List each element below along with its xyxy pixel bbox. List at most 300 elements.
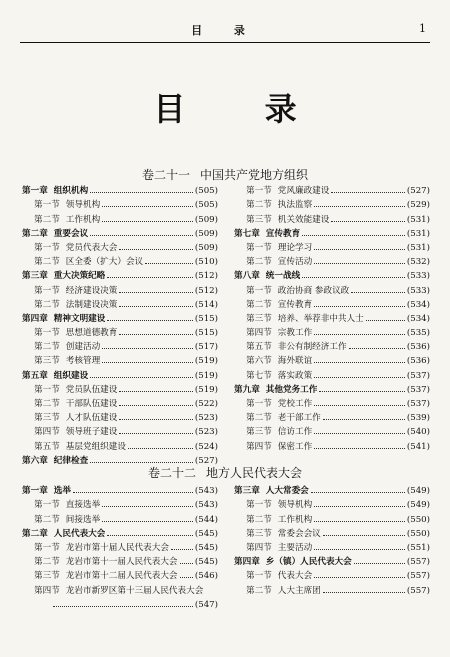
toc-label bbox=[246, 397, 312, 409]
toc-entry-title: 落实政策 bbox=[277, 370, 313, 381]
volume-name: 中国共产党地方组织 bbox=[200, 168, 309, 182]
toc-page-number: (519) bbox=[194, 384, 218, 395]
toc-section-entry[interactable] bbox=[22, 239, 218, 253]
dot-leader bbox=[128, 448, 193, 449]
toc-page-number: (545) bbox=[194, 542, 218, 553]
toc-entry-number: 第一节 bbox=[246, 571, 272, 582]
toc-section-entry[interactable] bbox=[234, 395, 430, 409]
toc-page-number: (536) bbox=[406, 356, 430, 367]
toc-label bbox=[234, 269, 300, 281]
toc-page-number: (533) bbox=[406, 271, 430, 282]
toc-column-right bbox=[234, 482, 430, 596]
dot-leader bbox=[119, 306, 193, 307]
toc-entry-number: 第三节 bbox=[246, 427, 272, 438]
toc-page-number: (537) bbox=[406, 399, 430, 409]
toc-page-number: (541) bbox=[406, 441, 430, 452]
toc-page-number: (545) bbox=[194, 528, 218, 539]
toc-entry-number: 第一节 bbox=[34, 500, 60, 511]
toc-entry-title: 党员队伍建设 bbox=[65, 384, 118, 395]
toc-section-entry[interactable] bbox=[234, 338, 430, 352]
running-header bbox=[20, 20, 430, 43]
dot-leader bbox=[102, 506, 193, 507]
toc-entry-number: 第五节 bbox=[34, 441, 60, 452]
toc-label bbox=[34, 340, 100, 352]
toc-page-number: (529) bbox=[406, 200, 430, 211]
toc-label bbox=[234, 484, 309, 496]
toc-page-number: (550) bbox=[406, 514, 430, 525]
dot-leader bbox=[102, 221, 193, 222]
toc-section-entry[interactable] bbox=[234, 352, 430, 366]
toc-page-number: (531) bbox=[406, 242, 430, 253]
toc-section-entry[interactable] bbox=[22, 253, 218, 267]
toc-entry-number: 第二节 bbox=[246, 514, 272, 525]
dot-leader bbox=[314, 206, 405, 207]
toc-section-entry[interactable] bbox=[234, 210, 430, 224]
toc-entry-number: 第二节 bbox=[34, 399, 60, 409]
toc-page-number: (543) bbox=[194, 500, 218, 511]
toc-section-entry[interactable] bbox=[234, 409, 430, 423]
toc-entry-title: 龙岩市第十一届人民代表大会 bbox=[65, 557, 178, 568]
toc-entry-number: 第二节 bbox=[34, 257, 60, 268]
toc-label bbox=[34, 298, 117, 310]
toc-entry-title: 考核管理 bbox=[65, 356, 101, 367]
toc-label bbox=[246, 198, 312, 210]
toc-column-right bbox=[234, 182, 430, 452]
toc-section-entry[interactable] bbox=[22, 581, 218, 595]
toc-label bbox=[22, 484, 71, 496]
toc-label bbox=[34, 425, 117, 437]
toc-page-number: (532) bbox=[406, 257, 430, 268]
toc-entry-title: 组织建设 bbox=[53, 370, 89, 381]
running-title: 目 录 bbox=[191, 24, 259, 37]
toc-page-number: (546) bbox=[194, 571, 218, 582]
toc-entry-number: 第六章 bbox=[22, 455, 48, 466]
toc-entry-number: 第一章 bbox=[22, 186, 48, 197]
toc-section-entry[interactable] bbox=[22, 510, 218, 524]
toc-label bbox=[34, 255, 143, 267]
toc-entry-title: 龙岩市新罗区第十三届人民代表大会 bbox=[65, 585, 204, 596]
toc-page-number: (535) bbox=[406, 328, 430, 339]
toc-entry-title: 宣传活动 bbox=[277, 257, 313, 268]
toc-entry-number: 第四节 bbox=[34, 585, 60, 596]
toc-page-number: (505) bbox=[194, 200, 218, 211]
toc-entry-title: 老干部工作 bbox=[277, 413, 321, 424]
toc-label bbox=[246, 312, 364, 324]
toc-entry-number: 第四章 bbox=[234, 557, 260, 568]
dot-leader bbox=[119, 292, 193, 293]
toc-entry-number: 第一节 bbox=[246, 242, 272, 253]
toc-section-entry[interactable] bbox=[22, 423, 218, 437]
toc-entry-title: 龙岩市第十届人民代表大会 bbox=[65, 542, 169, 553]
dot-leader bbox=[102, 521, 193, 522]
toc-entry-number: 第三章 bbox=[22, 271, 48, 282]
toc-page-number: (523) bbox=[194, 413, 218, 424]
toc-section-entry[interactable] bbox=[22, 567, 218, 581]
toc-page-number: (545) bbox=[194, 557, 218, 568]
toc-entry-number: 第一节 bbox=[246, 399, 272, 409]
toc-chapter-entry[interactable] bbox=[22, 310, 218, 324]
toc-entry-number: 第四节 bbox=[34, 427, 60, 438]
toc-page-number: (537) bbox=[406, 384, 430, 395]
toc-section-entry[interactable] bbox=[234, 423, 430, 437]
toc-entry-title: 思想道德教育 bbox=[65, 328, 118, 339]
dot-leader bbox=[323, 592, 405, 593]
toc-entry-title: 间接选举 bbox=[65, 514, 101, 525]
toc-section-entry[interactable] bbox=[234, 310, 430, 324]
toc-entry-title: 乡（镇）人民代表大会 bbox=[265, 557, 352, 568]
toc-label bbox=[246, 569, 312, 581]
toc-entry-number: 第三节 bbox=[34, 413, 60, 424]
toc-chapter-entry[interactable] bbox=[22, 225, 218, 239]
toc-entry-title: 选举 bbox=[53, 486, 71, 497]
toc-section-entry[interactable] bbox=[234, 539, 430, 553]
toc-entry-number: 第二节 bbox=[34, 557, 60, 568]
toc-page-number: (527) bbox=[194, 455, 218, 466]
dot-leader bbox=[53, 606, 193, 607]
toc-chapter-entry[interactable] bbox=[234, 553, 430, 567]
toc-chapter-entry[interactable] bbox=[22, 182, 218, 196]
toc-page-number: (557) bbox=[406, 585, 430, 596]
toc-entry-number: 第二节 bbox=[34, 342, 60, 353]
dot-leader bbox=[90, 462, 193, 463]
page-title: 目 录 bbox=[153, 90, 331, 128]
toc-section-entry[interactable] bbox=[234, 253, 430, 267]
toc-entry-title: 经济建设决策 bbox=[65, 285, 118, 296]
toc-entry-title: 工作机构 bbox=[277, 514, 313, 525]
toc-section-entry[interactable] bbox=[22, 539, 218, 553]
toc-section-entry[interactable] bbox=[22, 496, 218, 510]
toc-entry-title: 区全委（扩大）会议 bbox=[65, 257, 144, 268]
toc-page-number: (519) bbox=[194, 370, 218, 381]
toc-entry-title: 统一战线 bbox=[265, 271, 301, 282]
toc-label bbox=[34, 198, 100, 210]
toc-section-entry[interactable] bbox=[234, 281, 430, 295]
toc-section-entry[interactable] bbox=[22, 210, 218, 224]
toc-label bbox=[22, 227, 88, 239]
toc-entry-title: 常委会会议 bbox=[277, 528, 321, 539]
toc-label bbox=[246, 298, 312, 310]
toc-page-number: (534) bbox=[406, 313, 430, 324]
dot-leader bbox=[102, 362, 193, 363]
dot-leader bbox=[314, 506, 405, 507]
dot-leader bbox=[145, 263, 193, 264]
dot-leader bbox=[119, 405, 193, 406]
dot-leader bbox=[90, 192, 193, 193]
toc-page-number: (512) bbox=[194, 271, 218, 282]
toc-section-entry[interactable] bbox=[234, 196, 430, 210]
toc-page-number: (515) bbox=[194, 328, 218, 339]
volume-label: 卷二十二 bbox=[147, 466, 196, 480]
toc-label bbox=[246, 369, 312, 381]
toc-entry-number: 第五章 bbox=[22, 370, 48, 381]
page-number: 1 bbox=[419, 22, 426, 35]
toc-entry-title: 人才队伍建设 bbox=[65, 413, 118, 424]
dot-leader bbox=[314, 249, 405, 250]
toc-section-entry[interactable] bbox=[22, 196, 218, 210]
toc-page-number: (549) bbox=[406, 486, 430, 497]
toc-page-number: (519) bbox=[194, 356, 218, 367]
dot-leader bbox=[311, 492, 405, 493]
dot-leader bbox=[119, 391, 193, 392]
dot-leader bbox=[102, 348, 193, 349]
toc-label bbox=[246, 326, 312, 338]
toc-entry-title: 宣传教育 bbox=[265, 228, 301, 239]
toc-entry-title: 其他党务工作 bbox=[265, 384, 318, 395]
toc-entry-number: 第一节 bbox=[34, 242, 60, 253]
toc-entry-number: 第一节 bbox=[246, 500, 272, 511]
toc-chapter-entry[interactable] bbox=[22, 366, 218, 380]
toc-entry-number: 第二节 bbox=[246, 299, 272, 310]
toc-label bbox=[22, 184, 88, 196]
toc-section-entry[interactable] bbox=[22, 352, 218, 366]
dot-leader bbox=[314, 521, 405, 522]
toc-page-number: (549) bbox=[406, 500, 430, 511]
toc-entry-title: 主要活动 bbox=[277, 542, 313, 553]
toc-entry-number: 第二节 bbox=[34, 299, 60, 310]
toc-entry-title: 创建活动 bbox=[65, 342, 101, 353]
dot-leader bbox=[119, 249, 193, 250]
toc-entry-title: 直接选举 bbox=[65, 500, 101, 511]
toc-page-number: (523) bbox=[194, 427, 218, 438]
toc-entry-number: 第二节 bbox=[34, 214, 60, 225]
volume-heading-22 bbox=[0, 464, 450, 481]
toc-label bbox=[22, 269, 105, 281]
toc-chapter-entry[interactable] bbox=[22, 525, 218, 539]
toc-page-number: (509) bbox=[194, 214, 218, 225]
toc-label bbox=[34, 354, 100, 366]
toc-label bbox=[34, 440, 126, 452]
toc-section-entry[interactable] bbox=[22, 437, 218, 451]
toc-page-number: (514) bbox=[194, 299, 218, 310]
toc-entry-title: 重要会议 bbox=[53, 228, 89, 239]
toc-entry-number: 第二节 bbox=[246, 585, 272, 596]
toc-entry-title: 人大常委会 bbox=[265, 486, 309, 497]
toc-page-number: (533) bbox=[406, 285, 430, 296]
toc-page-number: (536) bbox=[406, 342, 430, 353]
dot-leader bbox=[107, 535, 193, 536]
toc-entry-number: 第一节 bbox=[246, 285, 272, 296]
toc-section-entry[interactable] bbox=[234, 239, 430, 253]
toc-section-entry[interactable] bbox=[234, 324, 430, 338]
toc-label bbox=[246, 255, 312, 267]
toc-chapter-entry[interactable] bbox=[234, 482, 430, 496]
toc-label bbox=[34, 555, 178, 567]
dot-leader bbox=[314, 577, 405, 578]
toc-entry-title: 宣传教育 bbox=[277, 299, 313, 310]
dot-leader bbox=[314, 549, 405, 550]
dot-leader bbox=[90, 235, 193, 236]
dot-leader bbox=[314, 377, 405, 378]
dot-leader bbox=[171, 549, 193, 550]
toc-chapter-entry[interactable] bbox=[234, 381, 430, 395]
toc-page-number: (557) bbox=[406, 557, 430, 568]
toc-section-entry[interactable] bbox=[234, 182, 430, 196]
toc-entry-continuation[interactable] bbox=[22, 596, 218, 610]
volume-name: 地方人民代表大会 bbox=[206, 466, 303, 480]
toc-label bbox=[34, 584, 203, 596]
toc-page-number: (537) bbox=[406, 370, 430, 381]
toc-page-number: (510) bbox=[194, 257, 218, 268]
toc-entry-number: 第六节 bbox=[246, 356, 272, 367]
dot-leader bbox=[302, 277, 405, 278]
toc-label bbox=[34, 383, 117, 395]
toc-section-entry[interactable] bbox=[234, 581, 430, 595]
toc-label bbox=[246, 584, 321, 596]
toc-page-number: (515) bbox=[194, 313, 218, 324]
toc-entry-number: 第一节 bbox=[34, 542, 60, 553]
toc-entry-number: 第七节 bbox=[246, 370, 272, 381]
toc-entry-title: 基层党组织建设 bbox=[65, 441, 126, 452]
toc-entry-number: 第四章 bbox=[22, 313, 48, 324]
toc-page-number: (512) bbox=[194, 285, 218, 296]
toc-chapter-entry[interactable] bbox=[22, 482, 218, 496]
toc-label bbox=[246, 527, 321, 539]
dot-leader bbox=[319, 391, 405, 392]
dot-leader bbox=[90, 377, 193, 378]
toc-section-entry[interactable] bbox=[234, 567, 430, 581]
toc-entry-number: 第四节 bbox=[246, 441, 272, 452]
toc-section-entry[interactable] bbox=[22, 395, 218, 409]
toc-page-number: (509) bbox=[194, 242, 218, 253]
dot-leader bbox=[314, 433, 405, 434]
toc-page-number: (505) bbox=[194, 186, 218, 197]
dot-leader bbox=[331, 192, 405, 193]
dot-leader bbox=[314, 448, 405, 449]
toc-section-entry[interactable] bbox=[22, 338, 218, 352]
toc-entry-title: 纪律检查 bbox=[53, 455, 89, 466]
toc-entry-title: 重大决策纪略 bbox=[53, 271, 106, 282]
toc-chapter-entry[interactable] bbox=[22, 267, 218, 281]
toc-section-entry[interactable] bbox=[22, 381, 218, 395]
toc-section-entry[interactable] bbox=[22, 409, 218, 423]
toc-entry-title: 信访工作 bbox=[277, 427, 313, 438]
toc-entry-number: 第三节 bbox=[246, 313, 272, 324]
dot-leader bbox=[354, 563, 405, 564]
toc-page-number: (534) bbox=[406, 299, 430, 310]
toc-entry-title: 海外联谊 bbox=[277, 356, 313, 367]
toc-label bbox=[234, 383, 317, 395]
toc-label bbox=[246, 411, 321, 423]
toc-entry-number: 第九章 bbox=[234, 384, 260, 395]
toc-entry-number: 第二节 bbox=[34, 514, 60, 525]
dot-leader bbox=[366, 320, 405, 321]
dot-leader bbox=[314, 263, 405, 264]
toc-section-entry[interactable] bbox=[22, 324, 218, 338]
dot-leader bbox=[119, 334, 193, 335]
toc-entry-title: 保密工作 bbox=[277, 441, 313, 452]
toc-entry-title: 理论学习 bbox=[277, 242, 313, 253]
toc-label bbox=[246, 498, 312, 510]
toc-label bbox=[22, 527, 105, 539]
toc-entry-number: 第四节 bbox=[246, 542, 272, 553]
toc-label bbox=[246, 425, 312, 437]
toc-entry-title: 非公有制经济工作 bbox=[277, 342, 347, 353]
toc-entry-title: 人民代表大会 bbox=[53, 528, 106, 539]
toc-chapter-entry[interactable] bbox=[234, 225, 430, 239]
toc-entry-title: 代表大会 bbox=[277, 571, 313, 582]
toc-entry-number: 第二节 bbox=[246, 200, 272, 211]
toc-label bbox=[246, 440, 312, 452]
toc-page-number: (527) bbox=[406, 186, 430, 197]
toc-label bbox=[246, 213, 329, 225]
toc-entry-number: 第三节 bbox=[246, 214, 272, 225]
dot-leader bbox=[107, 320, 193, 321]
toc-page-number: (539) bbox=[406, 413, 430, 424]
dot-leader bbox=[351, 292, 405, 293]
toc-entry-number: 第二节 bbox=[246, 257, 272, 268]
toc-page-number: (550) bbox=[406, 528, 430, 539]
toc-label bbox=[34, 326, 117, 338]
dot-leader bbox=[314, 405, 405, 406]
dot-leader bbox=[180, 563, 193, 564]
toc-page-number: (547) bbox=[194, 599, 218, 610]
toc-page-number: (551) bbox=[406, 542, 430, 553]
toc-entry-title: 领导机构 bbox=[65, 200, 101, 211]
toc-entry-number: 第三节 bbox=[246, 528, 272, 539]
toc-label bbox=[34, 411, 117, 423]
dot-leader bbox=[119, 433, 193, 434]
toc-entry-title: 党校工作 bbox=[277, 399, 313, 409]
toc-section-entry[interactable] bbox=[234, 437, 430, 451]
toc-label bbox=[34, 284, 117, 296]
toc-page-number: (524) bbox=[194, 441, 218, 452]
toc-section-entry[interactable] bbox=[22, 296, 218, 310]
toc-entry-number: 第一节 bbox=[34, 328, 60, 339]
toc-entry-number: 第三节 bbox=[34, 356, 60, 367]
toc-label bbox=[246, 184, 329, 196]
dot-leader bbox=[107, 277, 193, 278]
toc-section-entry[interactable] bbox=[22, 553, 218, 567]
toc-label bbox=[34, 397, 117, 409]
toc-section-entry[interactable] bbox=[234, 525, 430, 539]
dot-leader bbox=[180, 577, 193, 578]
toc-entry-title: 组织机构 bbox=[53, 186, 89, 197]
dot-leader bbox=[314, 334, 405, 335]
toc-section-entry[interactable] bbox=[234, 496, 430, 510]
dot-leader bbox=[73, 492, 193, 493]
toc-entry-number: 第五节 bbox=[246, 342, 272, 353]
toc-section-entry[interactable] bbox=[234, 366, 430, 380]
toc-label bbox=[34, 513, 100, 525]
toc-column-left bbox=[22, 182, 218, 466]
toc-section-entry[interactable] bbox=[22, 281, 218, 295]
toc-entry-number: 第一节 bbox=[34, 285, 60, 296]
toc-entry-number: 第一节 bbox=[34, 200, 60, 211]
toc-column-left bbox=[22, 482, 218, 610]
toc-chapter-entry[interactable] bbox=[234, 267, 430, 281]
toc-page-number: (544) bbox=[194, 514, 218, 525]
toc-entry-title: 领导机构 bbox=[277, 500, 313, 511]
toc-section-entry[interactable] bbox=[234, 296, 430, 310]
toc-label bbox=[34, 498, 100, 510]
dot-leader bbox=[323, 419, 405, 420]
toc-label bbox=[22, 312, 105, 324]
dot-leader bbox=[119, 419, 193, 420]
toc-entry-number: 第一章 bbox=[22, 486, 48, 497]
dot-leader bbox=[331, 221, 405, 222]
toc-page-number: (531) bbox=[406, 228, 430, 239]
toc-entry-title: 精神文明建设 bbox=[53, 313, 106, 324]
toc-entry-title: 执法监察 bbox=[277, 200, 313, 211]
toc-label bbox=[234, 227, 300, 239]
toc-section-entry[interactable] bbox=[234, 510, 430, 524]
dot-leader bbox=[314, 306, 405, 307]
toc-entry-number: 第八章 bbox=[234, 271, 260, 282]
toc-entry-number: 第七章 bbox=[234, 228, 260, 239]
toc-entry-title: 政治协商 参政议政 bbox=[277, 285, 350, 296]
toc-label bbox=[34, 541, 169, 553]
toc-entry-title: 宗教工作 bbox=[277, 328, 313, 339]
